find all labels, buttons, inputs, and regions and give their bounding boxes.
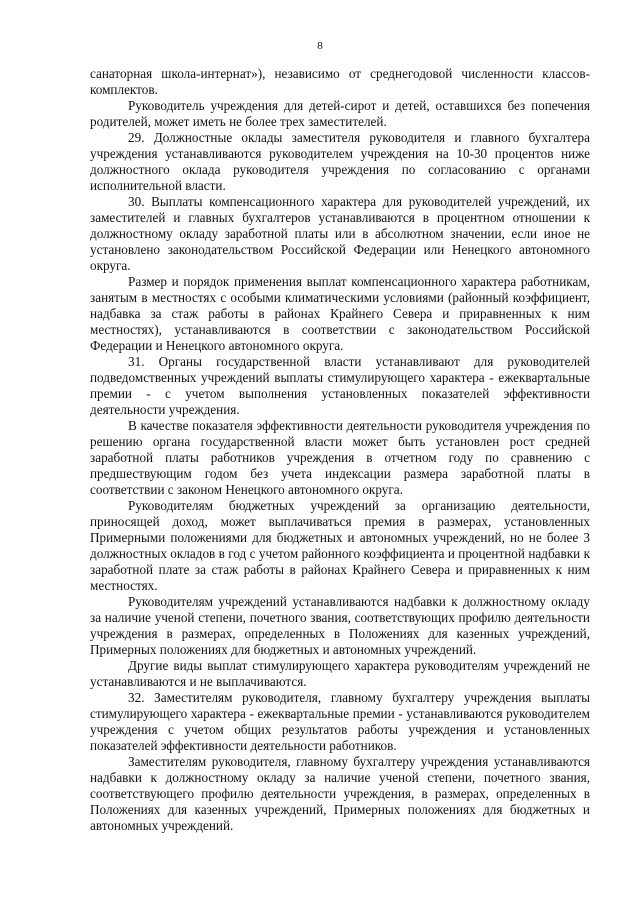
paragraph: 29. Должностные оклады заместителя руководителя и главного бухгалтера учреждения устанавливаются руководителем учреждения на 10-30 процентов ниже должностного оклада руководителя учреждения по согласованию с органами исполнительной власти. (90, 130, 590, 193)
paragraph: Размер и порядок применения выплат компенсационного характера работникам, занятым в местностях с особыми климатическими условиями (районный коэффициент, надбавка за стаж работы в районах Крайнего Севера и приравненных к ним местностях), устанавливаются в соответствии с законодательством Российской Федерации и Ненецкого автономного округа. (90, 274, 590, 353)
paragraph: 30. Выплаты компенсационного характера для руководителей учреждений, их заместителей и главных бухгалтеров устанавливаются в процентном отношении к должностному окладу заработной платы или в абсолютном значении, если иное не установлено законодательством Российской Федерации или Ненецкого автономного округа. (90, 194, 590, 273)
paragraph: 32. Заместителям руководителя, главному бухгалтеру учреждения выплаты стимулирующего характера - ежеквартальные премии - устанавливаются руководителем учреждения с учетом общих результатов работы учреждения и установленных показателей эффективности деятельности работников. (90, 690, 590, 753)
page-number: 8 (317, 40, 323, 52)
paragraph: Руководителям учреждений устанавливаются надбавки к должностному окладу за наличие ученой степени, почетного звания, соответствующих профилю деятельности учреждения в размерах, определенных в Положениях для казенных учреждений, Примерных положениях для бюджетных и автономных учреждений. (90, 594, 590, 657)
paragraph: Другие виды выплат стимулирующего характера руководителям учреждений не устанавливаются и не выплачиваются. (90, 658, 590, 689)
paragraph: санаторная школа-интернат»), независимо от среднегодовой численности классов-комплектов. (90, 66, 590, 97)
paragraph: Руководителям бюджетных учреждений за организацию деятельности, приносящей доход, может выплачиваться премия в размерах, установленных Примерными положениями для бюджетных и автономных учреждений, но не более 3 должностных окладов в год с учетом районного коэффициента и процентной надбавки к заработной плате за стаж работы в районах Крайнего Севера и приравненных к ним местностях. (90, 498, 590, 593)
paragraph: Заместителям руководителя, главному бухгалтеру учреждения устанавливаются надбавки к должностному окладу за наличие ученой степени, почетного звания, соответствующего профилю деятельности учреждения, в размерах, определенных в Положениях для казенных учреждений, Примерных положениях для бюджетных и автономных учреждений. (90, 754, 590, 833)
paragraph: В качестве показателя эффективности деятельности руководителя учреждения по решению органа государственной власти может быть установлен рост средней заработной платы работников учреждения в отчетном году по сравнению с предшествующим годом без учета индексации размера заработной платы в соответствии с законом Ненецкого автономного округа. (90, 418, 590, 497)
document-body (90, 66, 590, 834)
paragraph: Руководитель учреждения для детей-сирот и детей, оставшихся без попечения родителей, может иметь не более трех заместителей. (90, 98, 590, 129)
paragraph: 31. Органы государственной власти устанавливают для руководителей подведомственных учреждений выплаты стимулирующего характера - ежеквартальные премии - с учетом выполнения установленных показателей эффективности деятельности учреждения. (90, 354, 590, 417)
